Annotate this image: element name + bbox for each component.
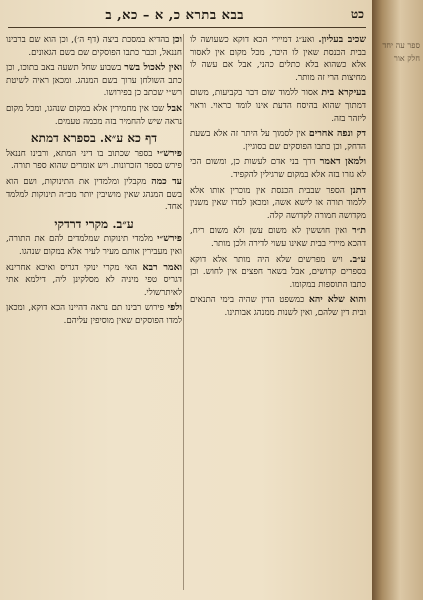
right-column-text: אסור ללמוד שום דבר בקביעות, משום דמתוך שהוא בהיסח הדעת אינו לומד כראוי. וראוי ליזהר בזה.	[190, 88, 366, 124]
left-column-lemma: וכן	[172, 34, 182, 45]
right-column-lemma: בעיקרא בית	[321, 87, 366, 99]
right-column	[190, 34, 366, 594]
left-column-paragraph	[6, 262, 182, 300]
right-column-text: הספר שבבית הכנסת אין מוכרין אותו אלא ללמוד תורה או לישא אשה, ומכאן למדו שאין משנין מקדושה חמורה לקדושה קלה.	[190, 185, 366, 221]
right-column-lemma: ע״ב.	[349, 253, 366, 265]
left-column-text: שבו אין מחמירין אלא במקום שנהגו, ומכל מקום נראה שיש להחמיר בזה מכמה טעמים.	[6, 103, 182, 127]
left-column-paragraph	[6, 233, 182, 258]
left-column-lemma: פירש״י	[157, 147, 182, 159]
left-column-lemma: ואמר רבא	[142, 261, 182, 273]
left-column	[6, 34, 182, 594]
left-column-paragraph	[6, 62, 182, 100]
folio-number: כט	[350, 7, 364, 21]
right-column-paragraph	[190, 185, 366, 223]
left-column-paragraph	[6, 302, 182, 327]
left-column-paragraph	[6, 34, 182, 59]
left-column-paragraph	[6, 176, 182, 214]
right-column-text: כמשפט הדין שהיה בימי התנאים ובית דין שלהם, ואין לשנות ממנהג אבותינו.	[190, 295, 366, 318]
left-column-text: בספר שכתוב בו דיני המתא, ורבינו חננאל פירש בספר הזכרונות. ויש אומרים שהוא ספר תורה.	[6, 148, 182, 172]
right-column-lemma: דק ונפה אחרים	[308, 128, 366, 140]
right-column-lemma: ולמאן דאמר	[319, 156, 366, 168]
left-column-lemma: פירש״י	[157, 233, 182, 245]
right-column-paragraph	[190, 34, 366, 84]
right-column-paragraph	[190, 128, 366, 153]
right-column-text: אין לסמוך על היתר זה אלא בשעת הדחק, וכן כתבו הפוסקים שם בסוגיין.	[190, 129, 366, 152]
right-column-lemma: ת״ר	[352, 225, 366, 237]
left-column-section-heading: ע״ב. מקרי דרדקי	[54, 216, 134, 231]
right-column-paragraph	[190, 294, 366, 319]
book-spine	[372, 0, 423, 600]
left-column-lemma: אבל	[167, 102, 182, 114]
right-column-lemma: שכיב בעליון.	[318, 34, 366, 45]
left-column-text: פירוש רבינו תם נראה דהיינו הכא דוקא, ומכאן למדו הפוסקים שאין מוסיפין עליהם.	[6, 303, 182, 326]
page-header	[8, 6, 366, 26]
facing-page-edge: ספר עה יחד חלק אור	[382, 41, 420, 63]
right-column-text: ויש מפרשים שלא היה מותר אלא דוקא בספרים קדושים, אבל בשאר חפצים אין לחוש. וכן כתבו התוספות במקומו.	[190, 254, 366, 290]
header-rule	[8, 27, 366, 28]
left-column-text: האי מקרי ינוקי דגריס ואיכא אחרינא דגריס טפי מיניה לא מסלקינן ליה, דילמא אתי לאיתרשולי.	[6, 262, 182, 298]
left-column-text: מקבלין ומלמדין את התינוקות, ושם הוא בשם המנהג שאין מושיבין יותר מכ״ה תינוקות למלמד אחד.	[6, 176, 182, 213]
left-column-text: בהדיא במסכת ביצה (דף ה׳), וכן הוא שם ברבינו חננאל, וכבר כתבו הפוסקים שם בשם הגאונים.	[6, 35, 182, 58]
right-column-paragraph	[190, 254, 366, 292]
left-column-section-heading: דף כא ע״א. בספרא דמתא	[30, 131, 158, 146]
left-column-lemma: ולפי	[167, 302, 182, 314]
left-column-lemma: עד כמה	[151, 175, 182, 187]
right-column-paragraph	[190, 156, 366, 181]
right-column-text: ואין חוששין לא משום עשן ולא משום ריח, דהכא מיירי בבית שאינו עשוי לדירה ולכן מותר.	[190, 226, 366, 249]
right-column-lemma: והוא שלא יהא	[308, 294, 366, 306]
right-column-lemma: דתנן	[350, 184, 366, 196]
column-divider	[183, 34, 184, 590]
left-column-text: בשבוע שחל תשעה באב בתוכו, וכן כתב השולחן ערוך בשם המנהג. ומכאן ראיה לשיטת רש״י שכתב כן בפירושו.	[6, 63, 182, 99]
left-column-paragraph	[6, 103, 182, 128]
right-column-text: דרך בני אדם לעשות כן, ומשום הכי לא גזרו בזה אלא במקום שרגילין להקפיד.	[190, 157, 366, 180]
right-column-paragraph	[190, 87, 366, 125]
left-column-paragraph	[6, 148, 182, 173]
left-column-text: מלמדי תינוקות שמלמדים להם את התורה, ואין מעבירין אותם מעיר לעיר אלא במקום שנהגו.	[6, 234, 182, 257]
page-title: בבא בתרא כ, א – כא, ב	[105, 8, 244, 23]
right-column-text: ואע״ג דמיירי הכא דוקא כשעושה לו בבית הכנסת שאין לו היכר, מכל מקום אין לאסור אלא כשהוא בלא כתלים כהני, אבל אם עשה לו מחיצות הרי זה מותר.	[190, 35, 366, 83]
left-column-lemma: ואין לאכול בשר	[124, 62, 182, 74]
right-column-paragraph	[190, 225, 366, 250]
